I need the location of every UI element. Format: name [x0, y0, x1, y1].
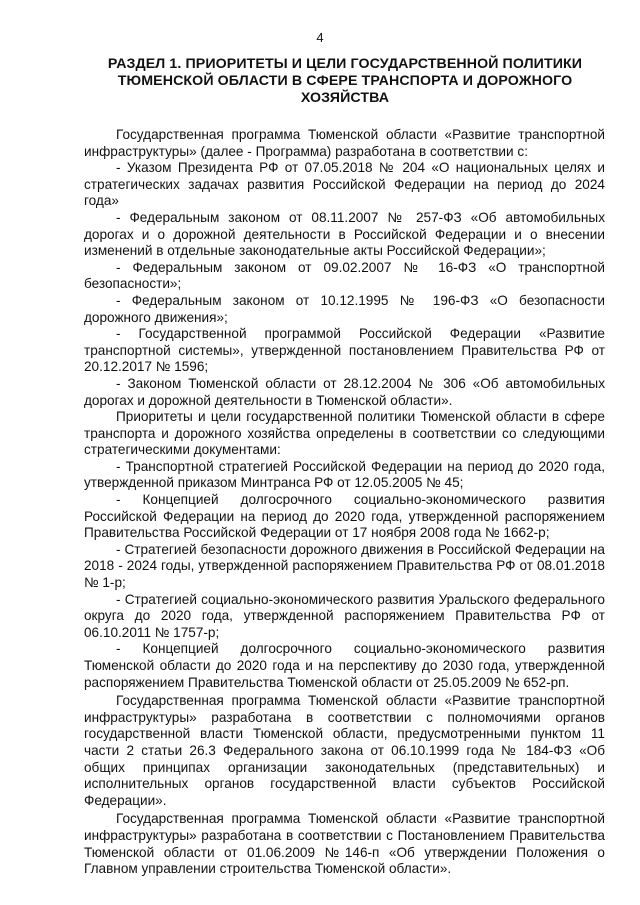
list-item: - Транспортной стратегией Российской Федерации на период до 2020 года, утвержденной приказом Минтранса РФ от 12.05.2005 № 45; [84, 458, 605, 491]
list-item: - Федеральным законом от 10.12.1995 № 196-ФЗ «О безопасности дорожного движения»; [84, 292, 605, 325]
paragraph-resolution: Государственная программа Тюменской области «Развитие транспортной инфраструктуры» разработана в соответствии с Постановлением Правительства Тюменской области от 01.06.2009 №146-п «Об утверждении Положения о Главном управлении строительства Тюменской области». [84, 811, 605, 877]
document-body [84, 127, 605, 878]
intro-paragraph-1: Государственная программа Тюменской области «Развитие транспортной инфраструктуры» (далее - Программа) разработана в соответствии с: [84, 127, 605, 159]
list-item: - Стратегией социально-экономического развития Уральского федерального округа до 2020 года, утвержденной распоряжением Правительства РФ от 06.10.2011 № 1757-р; [84, 591, 605, 640]
list-item: - Федеральным законом от 09.02.2007 № 16-ФЗ «О транспортной безопасности»; [84, 259, 605, 292]
page-number: 4 [316, 30, 324, 45]
intro-paragraph-2: Приоритеты и цели государственной политики Тюменской области в сфере транспорта и дорожного хозяйства определены в соответствии со следующими стратегическими документами: [84, 409, 605, 458]
list-item: - Концепцией долгосрочного социально-экономического развития Российской Федерации на период до 2020 года, утвержденной распоряжением Правительства Российской Федерации от 17 ноября 2008 года № 1662-р; [84, 492, 605, 541]
list-item: - Концепцией долгосрочного социально-экономического развития Тюменской области до 2020 года и на перспективу до 2030 года, утвержденной распоряжением Правительства Тюменской области от 25.05.2009 № 652-рп. [84, 641, 605, 690]
list-item: - Государственной программой Российской Федерации «Развитие транспортной системы», утвержденной постановлением Правительства РФ от 20.12.2017 № 1596; [84, 326, 605, 375]
list-item: - Законом Тюменской области от 28.12.2004 № 306 «Об автомобильных дорогах и дорожной деятельности в Тюменской области». [84, 375, 605, 408]
list-item: - Стратегией безопасности дорожного движения в Российской Федерации на 2018 - 2024 годы, утвержденной распоряжением Правительства РФ от 08.01.2018 № 1-р; [84, 541, 605, 591]
list-item: - Указом Президента РФ от 07.05.2018 № 204 «О национальных целях и стратегических задачах развития Российской Федерации на период до 2024 года» [84, 160, 605, 209]
list-item: - Федеральным законом от 08.11.2007 № 257-ФЗ «Об автомобильных дорогах и о дорожной деятельности в Российской Федерации и о внесении изменений в отдельные законодательные акты Российской Федерации»; [84, 209, 605, 259]
section-heading: РАЗДЕЛ 1. ПРИОРИТЕТЫ И ЦЕЛИ ГОСУДАРСТВЕННОЙ ПОЛИТИКИ ТЮМЕНСКОЙ ОБЛАСТИ В СФЕРЕ ТРАНСПОРТА И ДОРОЖНОГО ХОЗЯЙСТВА [107, 56, 583, 106]
paragraph-authority: Государственная программа Тюменской области «Развитие транспортной инфраструктуры» разработана в соответствии с полномочиями органов государственной власти Тюменской области, предусмотренными пунктом 11 части 2 статьи 26.3 Федерального закона от 06.10.1999 года № 184-ФЗ «Об общих принципах организации законодательных (представительных) и исполнительных органов государственной власти субъектов Российской Федерации». [84, 693, 605, 808]
